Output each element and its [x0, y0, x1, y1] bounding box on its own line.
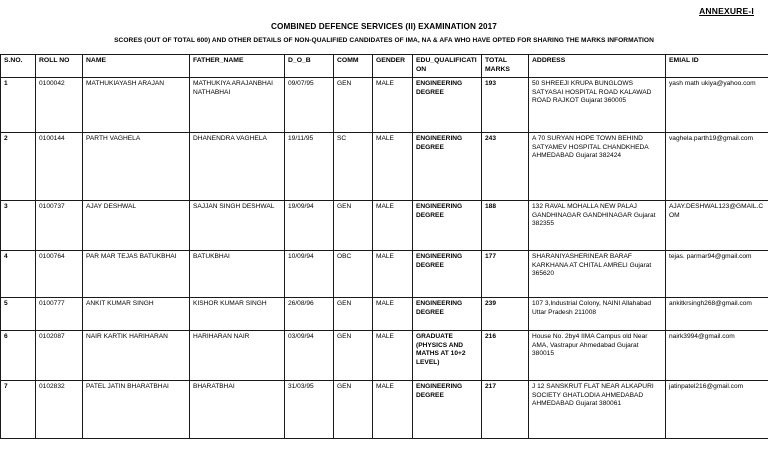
table-body	[1, 77, 768, 438]
cell-address: J 12 SANSKRUT FLAT NEAR ALKAPURI SOCIETY GHATLODIA AHMEDABAD AHMEDABAD Gujarat 380061	[529, 380, 666, 438]
cell-sno: 7	[1, 380, 36, 438]
column-header-address: ADDRESS	[529, 55, 666, 78]
document-subtitle: SCORES (OUT OF TOTAL 600) AND OTHER DETAILS OF NON-QUALIFIED CANDIDATES OF IMA, NA & AFA WHO HAVE OPTED FOR SHARING THE MARKS INFORMATION	[114, 37, 654, 44]
column-header-father-name: FATHER_NAME	[190, 55, 285, 78]
cell-father-name: SAJJAN SINGH DESHWAL	[190, 200, 285, 250]
cell-email-id: nairk3994@gmail.com	[666, 330, 768, 380]
column-header-dob: D_O_B	[285, 55, 334, 78]
cell-father-name: MATHUKIYA ARAJANBHAI NATHABHAI	[190, 77, 285, 132]
candidates-table	[0, 54, 768, 439]
column-header-name: NAME	[83, 55, 190, 78]
table-row	[1, 77, 768, 132]
cell-father-name: BATUKBHAI	[190, 250, 285, 297]
cell-name: PAR MAR TEJAS BATUKBHAI	[83, 250, 190, 297]
document-title: COMBINED DEFENCE SERVICES (II) EXAMINATION 2017	[271, 22, 497, 31]
cell-sno: 1	[1, 77, 36, 132]
cell-gender: MALE	[373, 250, 413, 297]
cell-total-marks: 193	[482, 77, 529, 132]
cell-name: PARTH VAGHELA	[83, 132, 190, 200]
cell-email-id: ankitkrsingh268@gmail.com	[666, 297, 768, 330]
cell-edu-qualification: ENGINEERING DEGREE	[413, 132, 482, 200]
column-header-email-id: EMIAL ID	[666, 55, 768, 78]
cell-name: PATEL JATIN BHARATBHAI	[83, 380, 190, 438]
cell-edu-qualification: GRADUATE (PHYSICS AND MATHS AT 10+2 LEVEL)	[413, 330, 482, 380]
cell-total-marks: 239	[482, 297, 529, 330]
column-header-comm: COMM	[334, 55, 373, 78]
cell-gender: MALE	[373, 77, 413, 132]
cell-address: 107 3,Industrial Colony, NAINI Allahabad Uttar Pradesh 211008	[529, 297, 666, 330]
annexure-label: ANNEXURE-I	[699, 6, 754, 16]
cell-dob: 10/09/94	[285, 250, 334, 297]
cell-comm: OBC	[334, 250, 373, 297]
cell-total-marks: 243	[482, 132, 529, 200]
column-header-total-marks: TOTAL MARKS	[482, 55, 529, 78]
table-header-row	[1, 55, 768, 78]
cell-gender: MALE	[373, 380, 413, 438]
cell-roll-no: 0100144	[36, 132, 83, 200]
column-header-sno: S.NO.	[1, 55, 36, 78]
cell-sno: 6	[1, 330, 36, 380]
cell-dob: 03/09/94	[285, 330, 334, 380]
table-row	[1, 330, 768, 380]
cell-edu-qualification: ENGINEERING DEGREE	[413, 77, 482, 132]
cell-sno: 3	[1, 200, 36, 250]
cell-dob: 31/03/95	[285, 380, 334, 438]
cell-email-id: AJAY.DESHWAL123@GMAIL.COM	[666, 200, 768, 250]
cell-total-marks: 188	[482, 200, 529, 250]
cell-comm: GEN	[334, 297, 373, 330]
cell-email-id: tejas. parmar94@gmail.com	[666, 250, 768, 297]
cell-address: 132 RAVAL MOHALLA NEW PALAJ GANDHINAGAR GANDHINAGAR Gujarat 382355	[529, 200, 666, 250]
cell-edu-qualification: ENGINEERING DEGREE	[413, 297, 482, 330]
cell-name: AJAY DESHWAL	[83, 200, 190, 250]
cell-father-name: KISHOR KUMAR SINGH	[190, 297, 285, 330]
cell-address: A 70 SURYAN HOPE TOWN BEHIND SATYAMEV HOSPITAL CHANDKHEDA AHMEDABAD Gujarat 382424	[529, 132, 666, 200]
cell-gender: MALE	[373, 330, 413, 380]
cell-edu-qualification: ENGINEERING DEGREE	[413, 380, 482, 438]
cell-comm: SC	[334, 132, 373, 200]
table-row	[1, 132, 768, 200]
cell-roll-no: 0102087	[36, 330, 83, 380]
cell-comm: GEN	[334, 330, 373, 380]
table-row	[1, 380, 768, 438]
cell-name: ANKIT KUMAR SINGH	[83, 297, 190, 330]
cell-dob: 09/07/95	[285, 77, 334, 132]
cell-sno: 5	[1, 297, 36, 330]
cell-father-name: DHANENDRA VAGHELA	[190, 132, 285, 200]
table-row	[1, 200, 768, 250]
cell-name: MATHUKIAYASH ARAJAN	[83, 77, 190, 132]
cell-total-marks: 217	[482, 380, 529, 438]
cell-roll-no: 0102832	[36, 380, 83, 438]
cell-email-id: vaghela.parth19@gmail.com	[666, 132, 768, 200]
cell-total-marks: 177	[482, 250, 529, 297]
cell-name: NAIR KARTIK HARIHARAN	[83, 330, 190, 380]
cell-edu-qualification: ENGINEERING DEGREE	[413, 200, 482, 250]
cell-roll-no: 0100737	[36, 200, 83, 250]
cell-total-marks: 216	[482, 330, 529, 380]
cell-edu-qualification: ENGINEERING DEGREE	[413, 250, 482, 297]
cell-comm: GEN	[334, 380, 373, 438]
cell-gender: MALE	[373, 297, 413, 330]
cell-dob: 19/09/94	[285, 200, 334, 250]
column-header-gender: GENDER	[373, 55, 413, 78]
cell-dob: 19/11/95	[285, 132, 334, 200]
cell-sno: 4	[1, 250, 36, 297]
cell-address: SHARANIYASHERINEAR BARAF KARKHANA AT CHITAL AMRELI Gujarat 365620	[529, 250, 666, 297]
cell-email-id: yash math ukiya@yahoo.com	[666, 77, 768, 132]
cell-address: House No. 2by4 IIMA Campus old Near AMA, Vastrapur Ahmedabad Gujarat 380015	[529, 330, 666, 380]
cell-sno: 2	[1, 132, 36, 200]
column-header-edu-qualification: EDU_QUALIFICATION	[413, 55, 482, 78]
cell-address: 50 SHREEJI KRUPA BUNGLOWS SATYASAI HOSPITAL ROAD KALAWAD ROAD RAJKOT Gujarat 360005	[529, 77, 666, 132]
cell-roll-no: 0100777	[36, 297, 83, 330]
cell-dob: 26/08/96	[285, 297, 334, 330]
cell-comm: GEN	[334, 77, 373, 132]
cell-roll-no: 0100764	[36, 250, 83, 297]
cell-email-id: jatinpatel216@gmail.com	[666, 380, 768, 438]
cell-comm: GEN	[334, 200, 373, 250]
annexure-header	[0, 0, 768, 22]
cell-roll-no: 0100042	[36, 77, 83, 132]
table-row	[1, 297, 768, 330]
cell-gender: MALE	[373, 200, 413, 250]
cell-father-name: BHARATBHAI	[190, 380, 285, 438]
cell-gender: MALE	[373, 132, 413, 200]
table-header	[1, 55, 768, 78]
cell-father-name: HARIHARAN NAIR	[190, 330, 285, 380]
column-header-roll-no: ROLL NO	[36, 55, 83, 78]
table-row	[1, 250, 768, 297]
